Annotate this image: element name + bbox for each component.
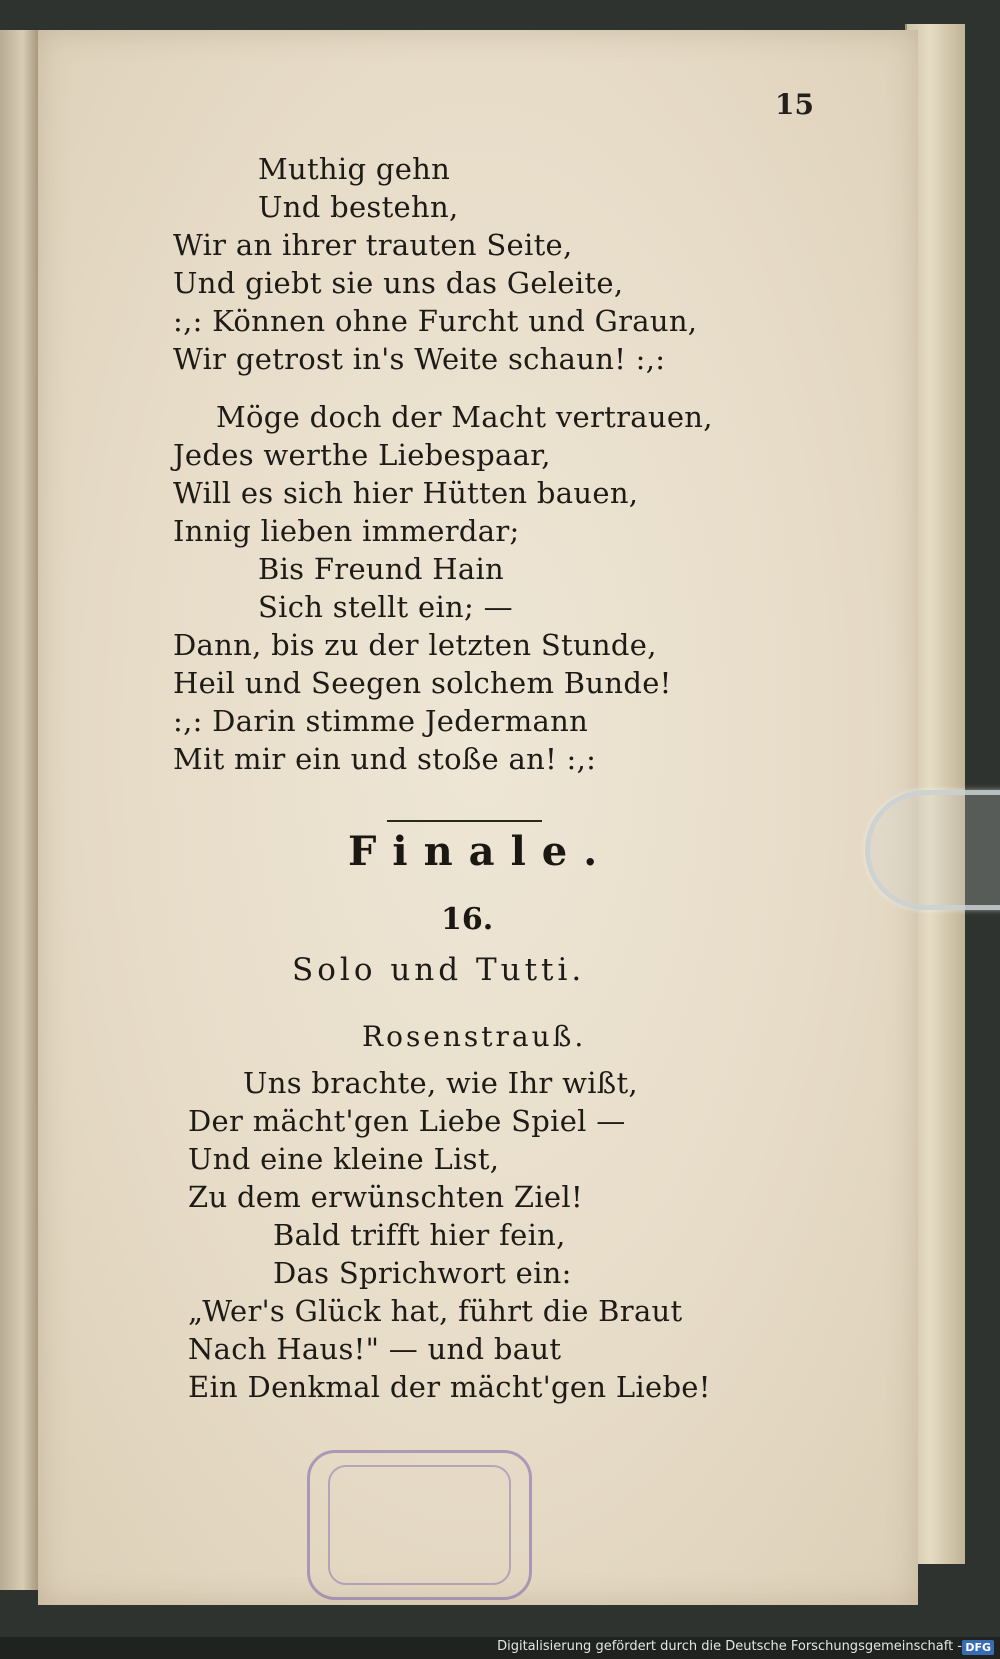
book-page [38, 30, 918, 1605]
speaker-name: Rosenstrauß. [362, 1020, 587, 1053]
library-stamp-inner-border [328, 1465, 511, 1585]
verse-line: Bis Freund Hain [258, 552, 505, 586]
verse-line: Der mächt'gen Liebe Spiel — [188, 1104, 626, 1138]
verse-line: Zu dem erwünschten Ziel! [188, 1180, 583, 1214]
verse-line: Mit mir ein und stoße an! :,: [173, 742, 597, 776]
verse-line: Sich stellt ein; — [258, 590, 513, 624]
verse-line: Muthig gehn [258, 152, 451, 186]
verse-line: Wir an ihrer trauten Seite, [173, 228, 573, 262]
verse-line: Heil und Seegen solchem Bunde! [173, 666, 672, 700]
footer-credit: Digitalisierung gefördert durch die Deutsche Forschungsgemeinschaft - [497, 1639, 962, 1654]
verse-line: Das Sprichwort ein: [273, 1256, 572, 1290]
verse-line: :,: Können ohne Furcht und Graun, [173, 304, 698, 338]
verse-line: „Wer's Glück hat, führt die Braut [188, 1294, 683, 1328]
piece-number: 16. [441, 902, 494, 937]
verse-line: Dann, bis zu der letzten Stunde, [173, 628, 657, 662]
verse-line: :,: Darin stimme Jedermann [173, 704, 589, 738]
verse-line: Und giebt sie uns das Geleite, [173, 266, 624, 300]
verse-line: Möge doch der Macht vertrauen, [216, 400, 713, 434]
section-divider [387, 820, 542, 822]
verse-line: Innig lieben immerdar; [173, 514, 520, 548]
verse-line: Will es sich hier Hütten bauen, [173, 476, 639, 510]
verse-line: Wir getrost in's Weite schaun! :,: [173, 342, 666, 376]
section-title: Finale. [348, 828, 614, 875]
previous-page-edge [0, 30, 40, 1590]
verse-line: Uns brachte, wie Ihr wißt, [243, 1066, 638, 1100]
page-number: 15 [775, 88, 814, 121]
verse-line: Jedes werthe Liebespaar, [173, 438, 551, 472]
verse-line: Und eine kleine List, [188, 1142, 500, 1176]
piece-subtitle: Solo und Tutti. [292, 952, 586, 988]
footer-bar [0, 1637, 1000, 1659]
page-clip [865, 790, 1000, 910]
verse-line: Und bestehn, [258, 190, 459, 224]
dfg-logo: DFG [962, 1640, 994, 1655]
verse-line: Ein Denkmal der mächt'gen Liebe! [188, 1370, 711, 1404]
verse-line: Bald trifft hier fein, [273, 1218, 566, 1252]
verse-line: Nach Haus!" — und baut [188, 1332, 562, 1366]
library-stamp [307, 1450, 532, 1600]
